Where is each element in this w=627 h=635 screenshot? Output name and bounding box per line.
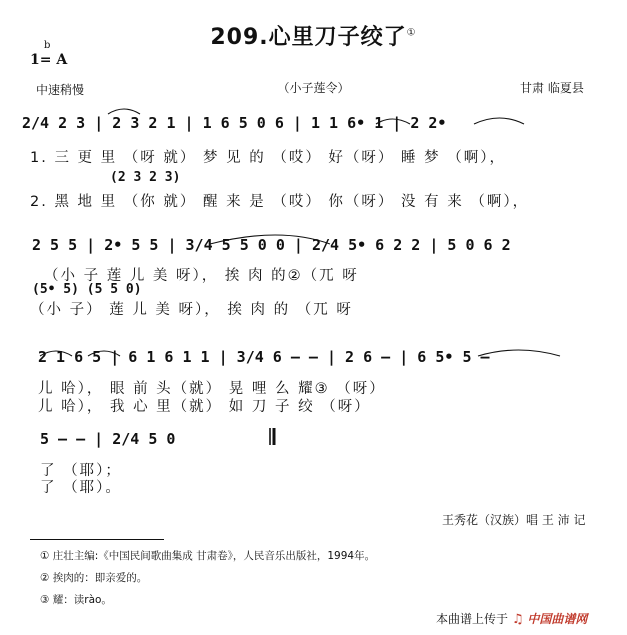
site-brand-link[interactable]: 中国曲谱网 bbox=[527, 612, 588, 626]
system-3-verse-2: 儿 哈）， 我 心 里（就） 如 刀 子 绞 （呀） bbox=[38, 399, 371, 415]
system-4-notes: 5 — — | 2/4 5 0 bbox=[40, 430, 176, 448]
tie-7 bbox=[478, 350, 560, 356]
flat-mark: b bbox=[44, 40, 51, 51]
system-1-verse-1: 1. 三 更 里 （呀 就） 梦 见 的 （哎） 好（呀） 睡 梦 （啊）， bbox=[30, 150, 507, 166]
tie-3 bbox=[474, 118, 524, 124]
system-1-verse-2-notes: (2 3 2 3) bbox=[110, 170, 181, 185]
footnote-2: ② 挨肉的：即亲爱的。 bbox=[40, 572, 148, 584]
system-2-verse-2: （小 子） 莲 儿 美 呀）， 挨 肉 的 （兀 呀 bbox=[30, 302, 353, 318]
tie-4 bbox=[210, 235, 330, 244]
footnote-3: ③ 耀：读rào。 bbox=[40, 594, 112, 606]
footer-prefix: 本曲谱上传于 bbox=[436, 612, 509, 626]
music-note-icon: ♫ bbox=[511, 612, 524, 627]
footnote-divider bbox=[30, 539, 164, 540]
system-3-notes: 2 1 6 5 | 6 1 6 1 1 | 3/4 6 — — | 2 6 — | 6 5• 5 — bbox=[38, 348, 490, 366]
footnote-1: ① 庄壮主编:《中国民间歌曲集成 甘肃卷》，人民音乐出版社，1994年。 bbox=[40, 550, 376, 562]
system-2-verse-1: （小 子 莲 儿 美 呀）， 挨 肉 的②（兀 呀 bbox=[44, 268, 359, 284]
system-4-verse-2: 了 （耶）。 bbox=[40, 480, 122, 496]
region: 甘肃 临夏县 bbox=[520, 81, 584, 95]
tempo-marking: 中速稍慢 bbox=[36, 83, 85, 97]
system-4-verse-1: 了 （耶）； bbox=[40, 463, 122, 479]
system-3-verse-1: 儿 哈）， 眼 前 头（就） 晃 哩 么 耀③ （呀） bbox=[38, 381, 386, 397]
tie-6 bbox=[88, 351, 120, 356]
tie-2 bbox=[376, 119, 410, 124]
title-footnote-mark: ① bbox=[406, 27, 417, 39]
tie-1 bbox=[108, 109, 140, 114]
system-1-notes: 2/4 2 3 | 2 3 2 1 | 1 6 5 0 6 | 1 1 6• 1 | 2 2• bbox=[22, 114, 447, 132]
tie-5 bbox=[40, 351, 72, 356]
system-2-notes: 2 5 5 | 2• 5 5 | 3/4 5 5 0 0 | 2/4 5• 6 2 2 | 5 0 6 2 bbox=[32, 236, 511, 254]
song-title-text: 209.心里刀子绞了 bbox=[210, 25, 407, 50]
system-2-verse-2-notes: (5• 5) (5 5 0) bbox=[32, 282, 142, 297]
system-1-verse-2: 2. 黑 地 里 （你 就） 醒 来 是 （哎） 你（呀） 没 有 来 （啊）， bbox=[30, 194, 530, 210]
key-signature-text: 1= A bbox=[30, 52, 68, 68]
tune-name: （小子莲令） bbox=[277, 81, 350, 95]
credit-line: 王秀花（汉族）唱 王 沛 记 bbox=[442, 513, 586, 527]
footer-source bbox=[436, 610, 587, 627]
